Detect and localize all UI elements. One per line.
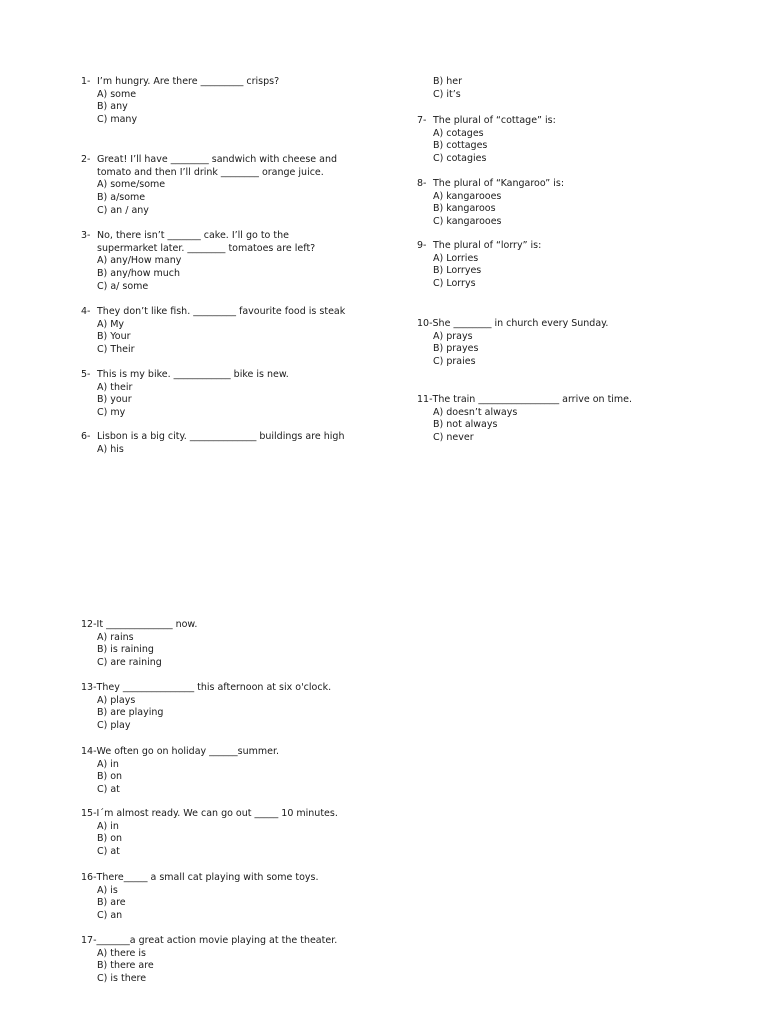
question-stem: I´m almost ready. We can go out _____ 10 minutes. [96,808,338,819]
question-number: 15- [81,808,97,819]
question-stem: They don’t like fish. _________ favourite food is steak [97,306,346,317]
option-c: C) a/ some [97,280,149,292]
option-c: C) an / any [97,204,149,216]
question-6 [81,431,344,456]
question-number: 11- [417,394,433,405]
option-b: B) are playing [97,707,164,719]
option-c: C) cotagies [433,153,487,165]
question-13 [81,682,331,733]
option-c: C) never [433,432,474,444]
question-number: 4- [81,306,91,317]
question-stem: She ________ in church every Sunday. [432,318,609,329]
option-b: B) are [97,897,126,909]
question-stem: Lisbon is a big city. ______________ buildings are high [97,431,345,442]
option-a: A) some/some [97,179,166,191]
question-17 [81,935,337,986]
question-stem: There_____ a small cat playing with some toys. [96,872,319,883]
question-number: 2- [81,154,91,165]
question-10 [417,318,608,369]
question-stem: I’m hungry. Are there _________ crisps? [97,76,280,87]
option-a: A) in [97,758,119,770]
question-number: 16- [81,872,97,883]
question-12 [81,619,197,670]
question-number: 6- [81,431,91,442]
question-5 [81,369,289,420]
question-4 [81,306,345,357]
option-c: C) Their [97,344,135,356]
question-6-continued [417,76,462,101]
question-number: 12- [81,619,97,630]
option-b: B) her [433,76,463,87]
question-number: 3- [81,230,91,241]
question-7 [417,115,556,166]
option-c: C) praies [433,356,476,368]
option-c: C) an [97,910,123,922]
question-stem: We often go on holiday ______summer. [96,746,280,757]
option-b: B) any [97,101,128,113]
question-stem-continued: tomato and then I’ll drink ________ orange juice. [97,166,324,178]
question-stem: No, there isn’t _______ cake. I’ll go to the [97,230,289,241]
option-b: B) a/some [97,192,146,204]
question-8 [417,178,564,229]
question-stem: The train _________________ arrive on time. [432,394,633,405]
question-1 [81,76,279,127]
option-c: C) Lorrys [433,278,476,290]
question-number: 14- [81,746,97,757]
option-c: C) at [97,784,120,796]
question-number: 13- [81,682,97,693]
question-stem: The plural of “Kangaroo” is: [433,178,565,189]
option-a: A) cotages [433,127,484,139]
question-14 [81,746,279,797]
question-number: 5- [81,369,91,380]
option-b: B) prayes [433,343,479,355]
question-number: 7- [417,115,427,126]
question-stem: The plural of “lorry” is: [433,240,542,251]
question-number: 8- [417,178,427,189]
option-b: B) on [97,833,123,845]
option-a: A) any/How many [97,255,182,267]
option-b: B) Your [97,331,131,343]
question-9 [417,240,541,291]
option-c: C) are raining [97,657,162,669]
option-c: C) is there [97,973,147,985]
option-b: B) there are [97,960,154,972]
option-a: A) My [97,318,125,330]
option-b: B) on [97,771,123,783]
option-a: A) some [97,88,137,100]
option-b: B) is raining [97,644,154,656]
option-c: C) it’s [433,88,461,100]
option-a: A) is [97,884,118,896]
option-b: B) your [97,394,132,406]
option-c: C) at [97,846,120,858]
question-stem: It ______________ now. [96,619,198,630]
question-stem: Great! I’ll have ________ sandwich with cheese and [97,154,338,165]
option-a: A) there is [97,947,146,959]
question-2 [81,154,337,218]
option-b: B) kangaroos [433,203,496,215]
option-b: B) not always [433,419,498,431]
option-a: A) prays [433,330,473,342]
question-stem: The plural of “cottage” is: [433,115,556,126]
option-c: C) kangarooes [433,216,502,228]
question-stem: They _______________ this afternoon at six o'clock. [96,682,332,693]
option-b: B) cottages [433,140,488,152]
option-b: B) Lorryes [433,265,482,277]
question-number: 17- [81,935,97,946]
question-15 [81,808,338,859]
question-3 [81,230,315,294]
question-number: 9- [417,240,427,251]
question-number: 10- [417,318,433,329]
option-a: A) kangarooes [433,190,502,202]
option-a: A) doesn’t always [433,406,518,418]
option-c: C) many [97,114,138,126]
question-number: 1- [81,76,91,87]
question-16 [81,872,318,923]
option-a: A) rains [97,631,134,643]
question-stem: _______a great action movie playing at the theater. [96,935,338,946]
option-b: B) any/how much [97,268,181,280]
question-11 [417,394,632,445]
question-stem: This is my bike. ____________ bike is new. [97,369,289,380]
option-a: A) their [97,381,133,393]
question-stem-continued: supermarket later. ________ tomatoes are left? [97,242,316,254]
option-c: C) my [97,407,126,419]
option-a: A) his [97,443,124,455]
option-a: A) Lorries [433,252,479,264]
option-c: C) play [97,720,131,732]
option-a: A) plays [97,694,136,706]
option-a: A) in [97,820,119,832]
